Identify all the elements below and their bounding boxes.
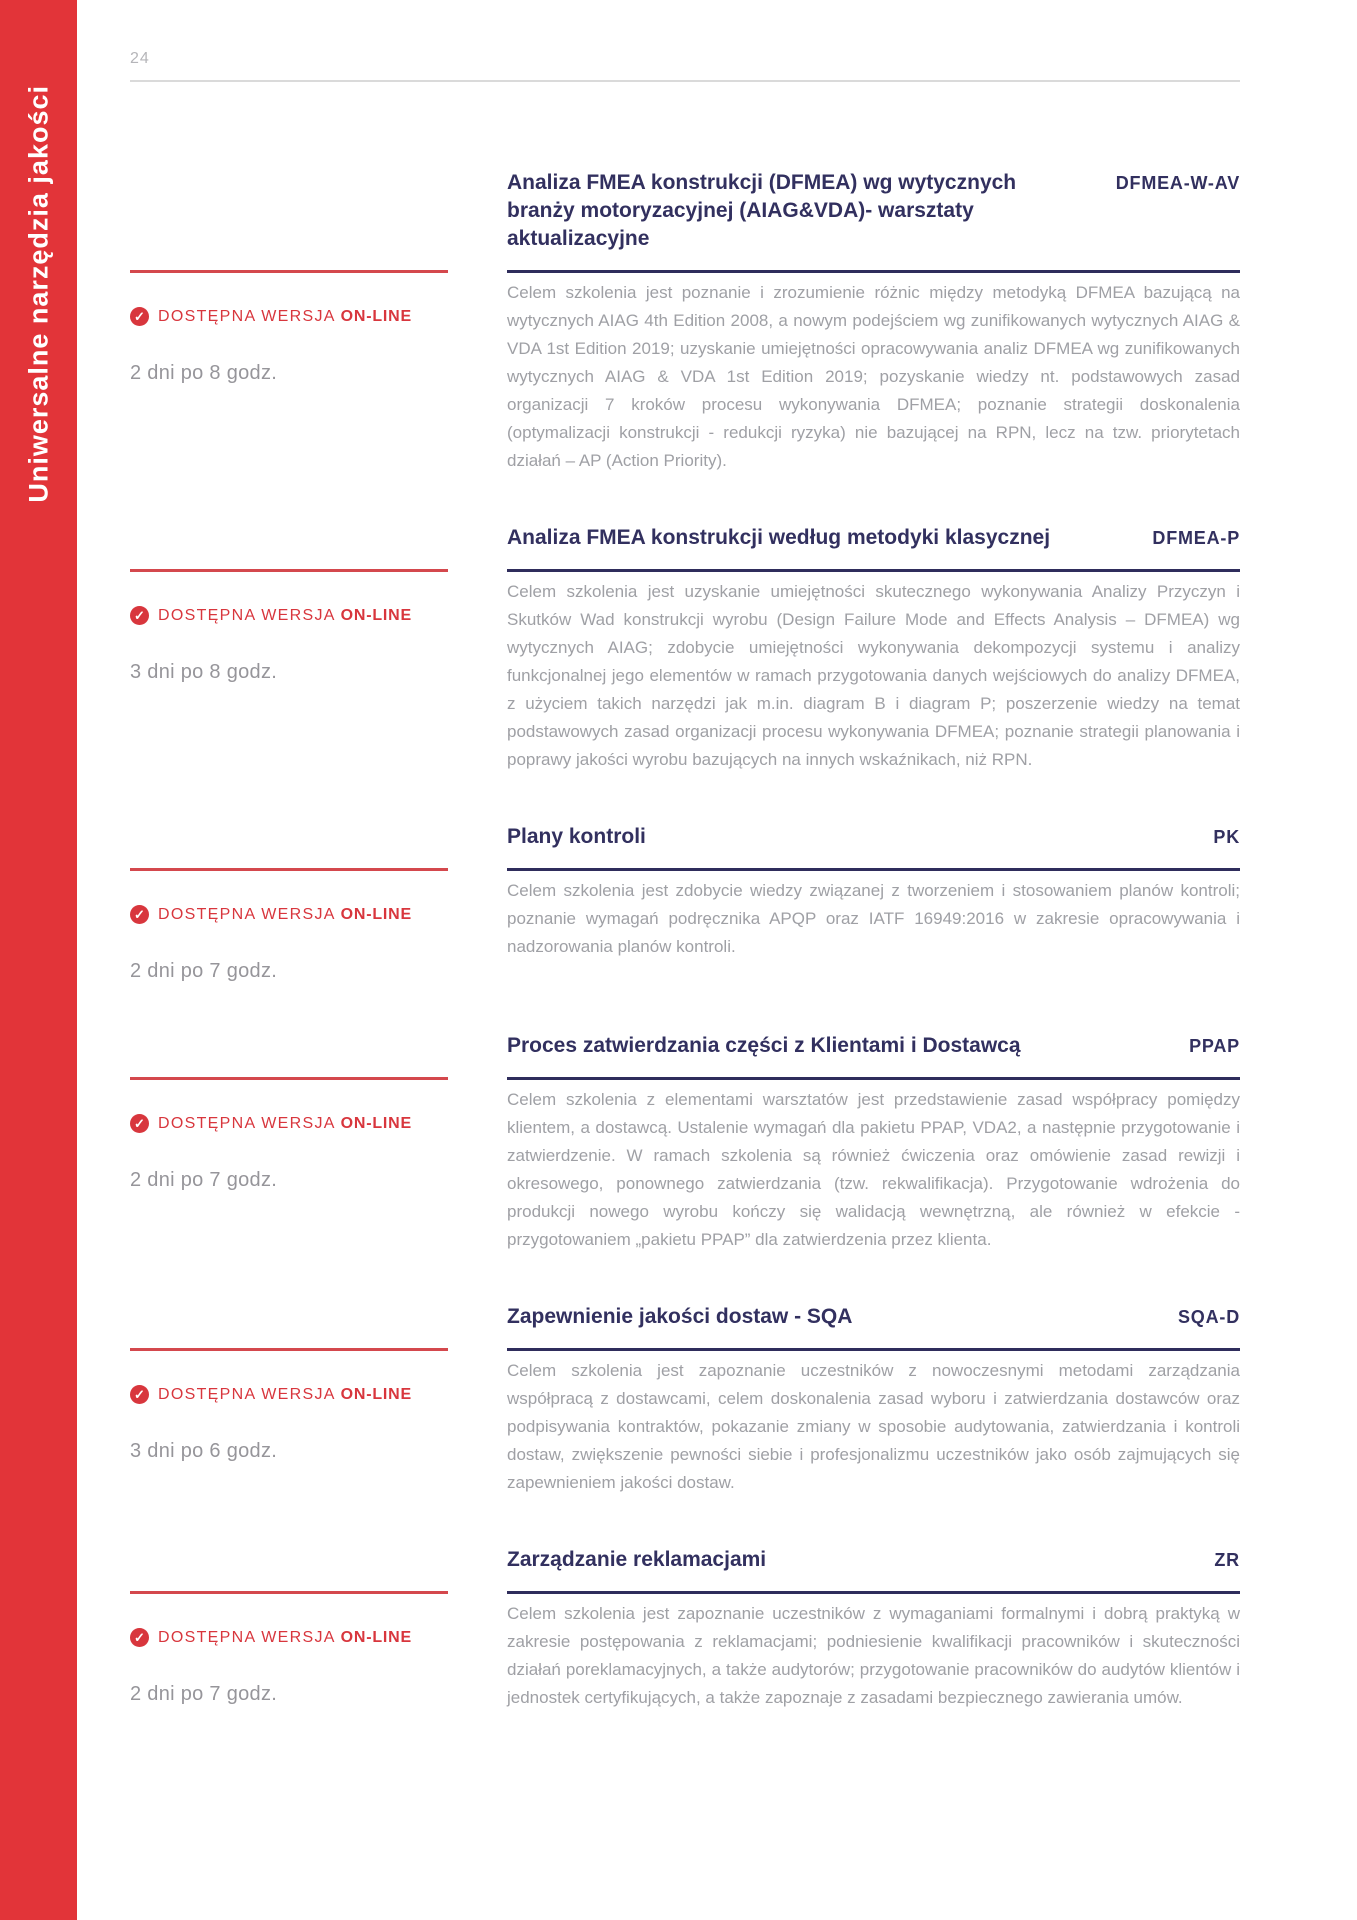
course-code: PK [1213,827,1240,847]
online-badge-text [158,1115,412,1133]
check-circle-icon: ✓ [130,1628,149,1647]
course-head [507,1303,1240,1331]
course-description: Celem szkolenia jest uzyskanie umiejętności skutecznego wykonywania Analizy Przyczyn i Skutków Wad konstrukcji wyrobu (Design Failure Mode and Effects Analysis – DFMEA) wg wytycznych AIAG; zdobycie umiejętności wykonywania dekompozycji systemu i analizy funkcjonalnej jego elementów w ramach przygotowania danych wejściowych do analizy DFMEA, z użyciem takich narzędzi jak m.in. diagram B i diagram P; poszerzenie wiedzy na temat podstawowych zasad organizacji procesu wykonywania DFMEA; poznanie strategii planowania i poprawy jakości wyrobu bazujących na innych wskaźnikach, niż RPN. [507,582,1240,769]
course-title: Proces zatwierdzania części z Klientami i Dostawcą [507,1034,1021,1057]
online-version-badge [130,905,448,924]
title-underline [507,270,1240,273]
category-sidebar-label: Uniwersalne narzędzia jakości [23,85,53,503]
page-content [130,0,1240,1712]
online-badge-text [158,607,412,625]
check-circle-icon: ✓ [130,1385,149,1404]
online-badge-prefix: DOSTĘPNA WERSJA [158,1628,335,1646]
online-badge-bold: ON-LINE [340,307,412,325]
course-columns [130,1077,1240,1254]
course-description-column [507,569,1240,774]
course-description-column [507,1348,1240,1497]
course-title: Plany kontroli [507,825,646,848]
course-head [507,823,1240,851]
course-code: ZR [1214,1550,1240,1570]
online-version-badge [130,1628,448,1647]
course-title: Zarządzanie reklamacjami [507,1548,767,1571]
course-meta-column [130,1591,448,1712]
online-version-badge [130,606,448,625]
red-divider [130,270,448,273]
title-underline [507,569,1240,572]
online-version-badge [130,1114,448,1133]
online-badge-text [158,1386,412,1404]
course-columns [130,868,1240,983]
check-circle-icon: ✓ [130,1114,149,1133]
course-duration: 3 dni po 6 godz. [130,1440,278,1462]
red-divider [130,868,448,871]
course-code: SQA-D [1178,1307,1240,1327]
course-columns [130,270,1240,475]
course-description: Celem szkolenia jest zapoznanie uczestników z wymaganiami formalnymi i dobrą praktyką w zakresie postępowania z reklamacjami; podniesienie kwalifikacji pracowników i skuteczności działań poreklamacyjnych, a także audytorów; przygotowanie pracowników do audytów klientów i jednostek certyfikujących, a także zapoznaje z zasadami bezpiecznego zawierania umów. [507,1604,1240,1707]
course-head [507,1032,1240,1060]
online-badge-prefix: DOSTĘPNA WERSJA [158,307,335,325]
red-divider [130,1077,448,1080]
online-badge-bold: ON-LINE [340,606,412,624]
course-title: Analiza FMEA konstrukcji według metodyki klasycznej [507,526,1051,549]
course-entry [130,1546,1240,1712]
online-badge-bold: ON-LINE [340,1628,412,1646]
course-meta-column [130,868,448,983]
course-head [507,524,1240,552]
course-title: Analiza FMEA konstrukcji (DFMEA) wg wytycznych branży motoryzacyjnej (AIAG&VDA)- warsztaty aktualizacyjne [507,171,1017,250]
course-description-column [507,868,1240,983]
online-badge-prefix: DOSTĘPNA WERSJA [158,905,335,923]
online-badge-bold: ON-LINE [340,1385,412,1403]
red-divider [130,1591,448,1594]
page-number: 24 [130,50,150,67]
course-entry [130,1303,1240,1497]
title-underline [507,868,1240,871]
course-description: Celem szkolenia z elementami warsztatów jest przedstawienie zasad współpracy pomiędzy klientem, a dostawcą. Ustalenie wymagań dla pakietu PPAP, VDA2, a następnie przygotowanie i zatwierdzenie. W ramach szkolenia są również ćwiczenia oraz omówienie zasad rewizji i okresowego, ponownego zatwierdzania (tzw. rekwalifikacja). Przygotowanie wdrożenia do produkcji nowego wyrobu kończy się walidacją wewnętrzną, ale również w efekcie - przygotowaniem „pakietu PPAP” dla zatwierdzenia przez klienta. [507,1090,1240,1249]
course-entry [130,823,1240,983]
course-list [130,169,1240,1712]
course-duration: 2 dni po 8 godz. [130,362,278,384]
course-code: DFMEA-P [1152,528,1240,548]
course-description-column [507,1077,1240,1254]
check-circle-icon: ✓ [130,606,149,625]
online-badge-prefix: DOSTĘPNA WERSJA [158,1385,335,1403]
course-duration: 2 dni po 7 godz. [130,1169,278,1191]
category-sidebar [0,0,77,1920]
course-columns [130,569,1240,774]
check-circle-icon: ✓ [130,307,149,326]
course-columns [130,1348,1240,1497]
page-header [130,0,1240,82]
course-description-column [507,270,1240,475]
title-underline [507,1591,1240,1594]
course-description: Celem szkolenia jest zdobycie wiedzy związanej z tworzeniem i stosowaniem planów kontroli; poznanie wymagań podręcznika APQP oraz IATF 16949:2016 w zakresie opracowywania i nadzorowania planów kontroli. [507,881,1240,956]
online-version-badge [130,307,448,326]
course-meta-column [130,1077,448,1254]
online-badge-prefix: DOSTĘPNA WERSJA [158,1114,335,1132]
online-badge-text [158,1629,412,1647]
course-description: Celem szkolenia jest poznanie i zrozumienie różnic między metodyką DFMEA bazującą na wytycznych AIAG 4th Edition 2008, a nowym podejściem wg zunifikowanych wytycznych AIAG & VDA 1st Edition 2019; uzyskanie umiejętności opracowywania analiz DFMEA wg zunifikowanych wytycznych AIAG & VDA 1st Edition 2019; pozyskanie wiedzy nt. podstawowych zasad organizacji 7 kroków procesu wykonywania DFMEA; poznanie strategii doskonalenia (optymalizacji konstrukcji - redukcji ryzyka) nie bazującej na RPN, lecz na tzw. priorytetach działań – AP (Action Priority). [507,283,1240,470]
online-badge-text [158,906,412,924]
red-divider [130,569,448,572]
online-version-badge [130,1385,448,1404]
title-underline [507,1348,1240,1351]
online-badge-bold: ON-LINE [340,1114,412,1132]
course-meta-column [130,1348,448,1497]
course-duration: 2 dni po 7 godz. [130,960,278,982]
course-meta-column [130,270,448,475]
online-badge-text [158,308,412,326]
course-entry [130,169,1240,475]
course-title: Zapewnienie jakości dostaw - SQA [507,1305,853,1328]
course-meta-column [130,569,448,774]
course-duration: 2 dni po 7 godz. [130,1683,278,1705]
course-head [507,1546,1240,1574]
course-entry [130,524,1240,774]
check-circle-icon: ✓ [130,905,149,924]
course-entry [130,1032,1240,1254]
course-columns [130,1591,1240,1712]
title-underline [507,1077,1240,1080]
course-code: PPAP [1189,1036,1240,1056]
online-badge-bold: ON-LINE [340,905,412,923]
course-duration: 3 dni po 8 godz. [130,661,278,683]
red-divider [130,1348,448,1351]
course-description-column [507,1591,1240,1712]
course-code: DFMEA-W-AV [1115,173,1240,193]
course-head [507,169,1240,253]
course-description: Celem szkolenia jest zapoznanie uczestników z nowoczesnymi metodami zarządzania współpracą z dostawcami, celem doskonalenia zasad wyboru i zatwierdzania dostawców oraz podpisywania kontraktów, pokazanie zmiany w sposobie audytowania, zatwierdzania i kontroli dostaw, zwiększenie pewności siebie i profesjonalizmu uczestników jako osób zajmujących się zapewnieniem jakości dostaw. [507,1361,1240,1492]
online-badge-prefix: DOSTĘPNA WERSJA [158,606,335,624]
